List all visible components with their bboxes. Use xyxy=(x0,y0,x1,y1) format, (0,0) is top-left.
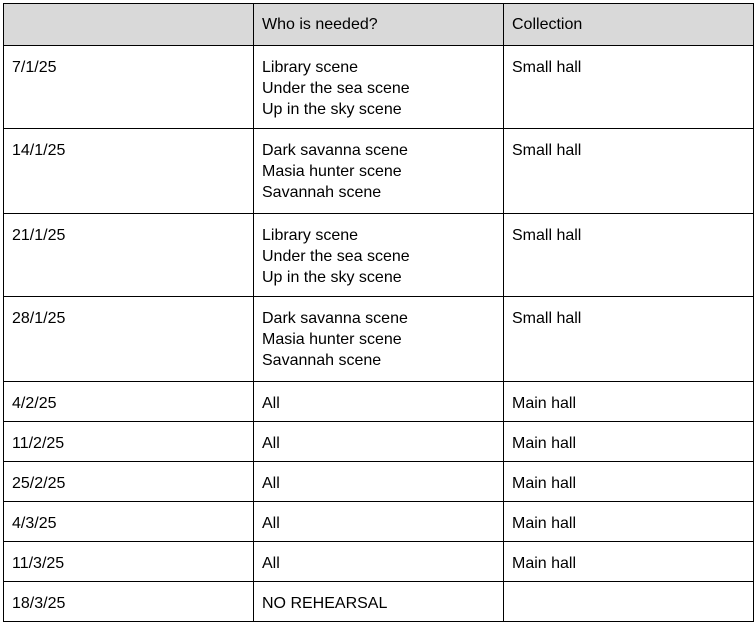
table-row xyxy=(4,46,754,129)
who-cell xyxy=(254,129,504,214)
date-cell: 28/1/25 xyxy=(4,297,254,382)
header-collection: Collection xyxy=(504,4,754,46)
date-cell: 21/1/25 xyxy=(4,214,254,297)
collection-cell: Main hall xyxy=(504,382,754,422)
who-cell: All xyxy=(254,502,504,542)
who-line: Library scene xyxy=(262,59,359,76)
collection-cell xyxy=(504,582,754,622)
who-cell xyxy=(254,46,504,129)
collection-cell: Main hall xyxy=(504,542,754,582)
who-line: Masia hunter scene xyxy=(262,331,402,348)
collection-cell: Small hall xyxy=(504,297,754,382)
table-row xyxy=(4,462,754,502)
who-line: Under the sea scene xyxy=(262,80,410,97)
table-row xyxy=(4,214,754,297)
who-line: Dark savanna scene xyxy=(262,310,408,327)
date-cell: 14/1/25 xyxy=(4,129,254,214)
who-line: Up in the sky scene xyxy=(262,101,402,118)
who-line: Up in the sky scene xyxy=(262,269,402,286)
who-cell xyxy=(254,214,504,297)
header-date xyxy=(4,4,254,46)
date-cell: 18/3/25 xyxy=(4,582,254,622)
table-row xyxy=(4,582,754,622)
who-cell: All xyxy=(254,382,504,422)
rehearsal-schedule-table xyxy=(3,3,754,622)
collection-cell: Main hall xyxy=(504,462,754,502)
table-row xyxy=(4,297,754,382)
collection-cell: Main hall xyxy=(504,422,754,462)
header-who-is-needed: Who is needed? xyxy=(254,4,504,46)
date-cell: 11/2/25 xyxy=(4,422,254,462)
table-row xyxy=(4,382,754,422)
who-cell: All xyxy=(254,422,504,462)
header-row xyxy=(4,4,754,46)
who-line: Dark savanna scene xyxy=(262,142,408,159)
date-cell: 25/2/25 xyxy=(4,462,254,502)
who-cell: All xyxy=(254,462,504,502)
table-row xyxy=(4,422,754,462)
who-line: Library scene xyxy=(262,227,359,244)
table-row xyxy=(4,542,754,582)
who-line: Masia hunter scene xyxy=(262,163,402,180)
who-line: Savannah scene xyxy=(262,352,382,369)
table-row xyxy=(4,129,754,214)
collection-cell: Main hall xyxy=(504,502,754,542)
date-cell: 7/1/25 xyxy=(4,46,254,129)
table-row xyxy=(4,502,754,542)
date-cell: 4/3/25 xyxy=(4,502,254,542)
who-line: Savannah scene xyxy=(262,184,382,201)
who-cell: All xyxy=(254,542,504,582)
collection-cell: Small hall xyxy=(504,129,754,214)
collection-cell: Small hall xyxy=(504,46,754,129)
date-cell: 11/3/25 xyxy=(4,542,254,582)
collection-cell: Small hall xyxy=(504,214,754,297)
date-cell: 4/2/25 xyxy=(4,382,254,422)
who-cell xyxy=(254,297,504,382)
who-cell: NO REHEARSAL xyxy=(254,582,504,622)
who-line: Under the sea scene xyxy=(262,248,410,265)
